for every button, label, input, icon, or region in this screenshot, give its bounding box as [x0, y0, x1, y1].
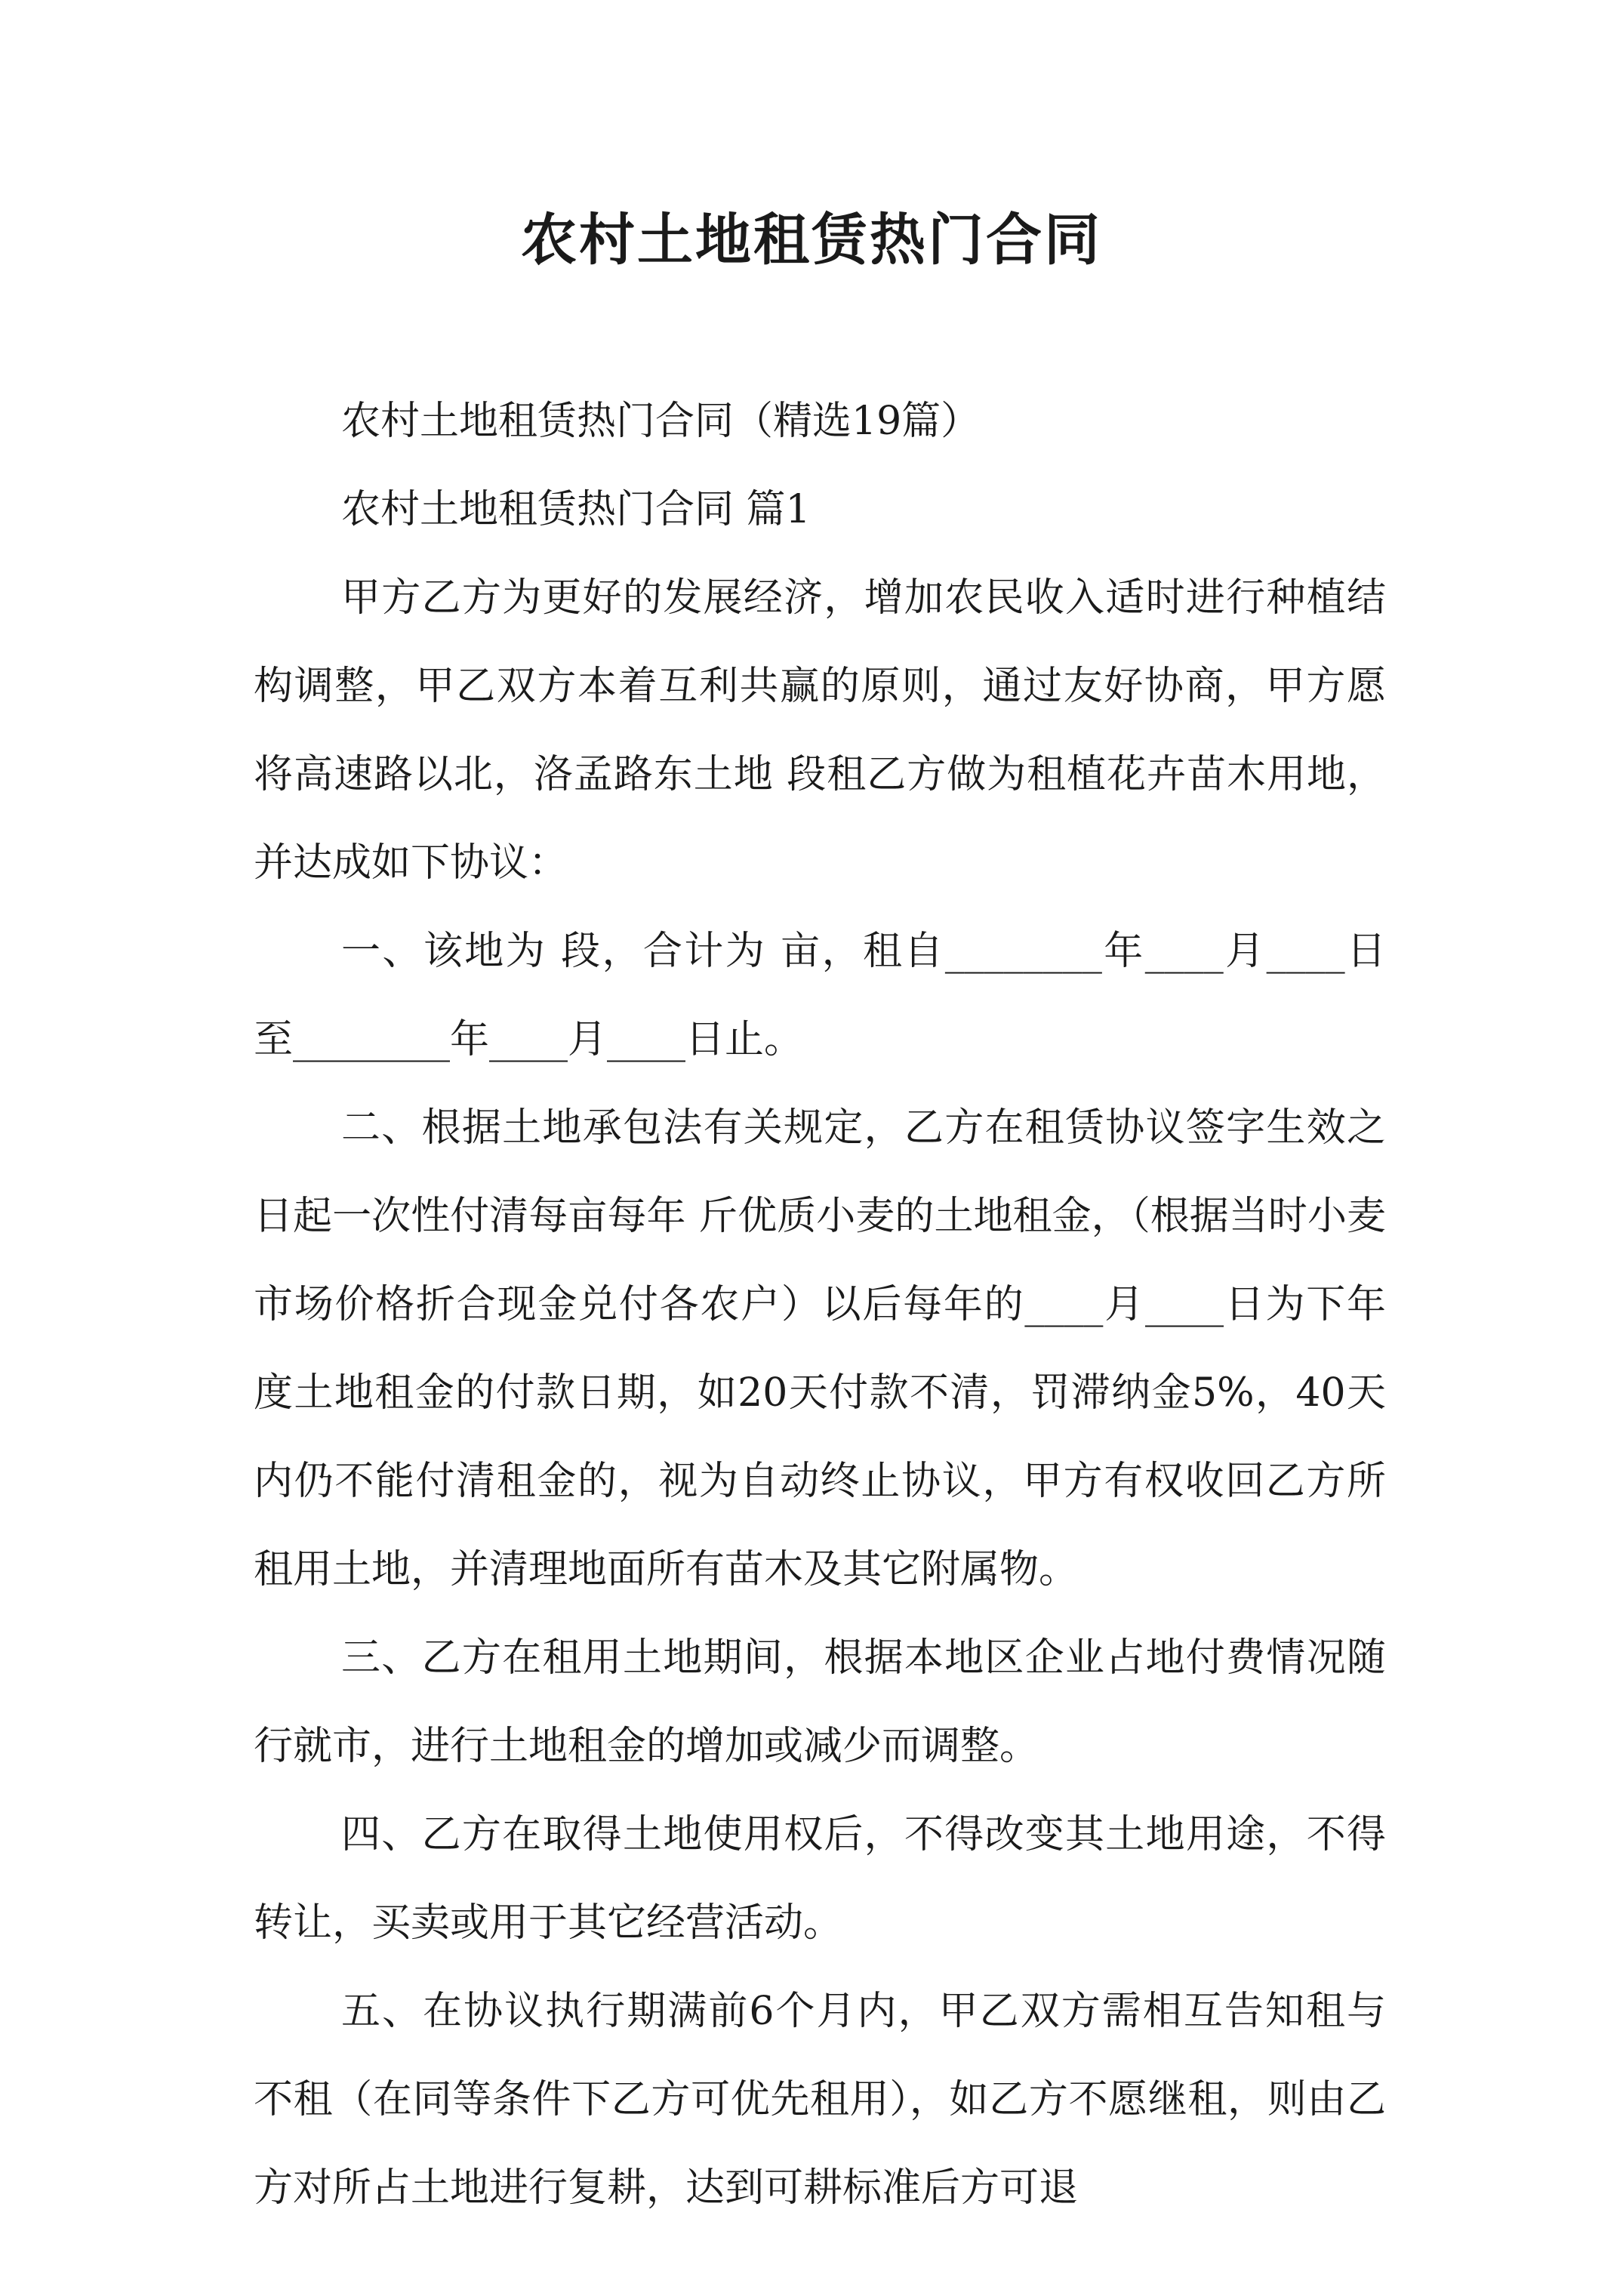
clause-5-paragraph: 五、在协议执行期满前6个月内，甲乙双方需相互告知租与不租（在同等条件下乙方可优先租用），如乙方不愿继租，则由乙方对所占土地进行复耕，达到可耕标准后方可退 [254, 1989, 1386, 2211]
subtitle-paragraph: 农村土地租赁热门合同（精选19篇） [341, 399, 981, 444]
clause-3-paragraph: 三、乙方在租用土地期间，根据本地区企业占地付费情况随行就市，进行土地租金的增加或减少而调整。 [254, 1635, 1386, 1769]
document-body [254, 378, 1386, 2233]
clause-4-paragraph: 四、乙方在取得土地使用权后，不得改变其土地用途，不得转让，买卖或用于其它经营活动。 [254, 1812, 1386, 1946]
clause-2-paragraph: 二、根据土地承包法有关规定，乙方在租赁协议签字生效之日起一次性付清每亩每年 斤优质小麦的土地租金，（根据当时小麦市场价格折合现金兑付各农户）以后每年的____月____日为下年度土地租金的付款日期，如20天付款不清，罚滞纳金5%，40天内仍不能付清租金的，视为自动终止协议，甲方有权收回乙方所租用土地，并清理地面所有苗木及其它附属物。 [254, 1105, 1386, 1592]
document-title: 农村土地租赁热门合同 [521, 208, 1102, 273]
intro-paragraph: 甲方乙方为更好的发展经济，增加农民收入适时进行种植结构调整，甲乙双方本着互利共赢的原则，通过友好协商，甲方愿将高速路以北，洛孟路东土地 段租乙方做为租植花卉苗木用地，并达成如下协议： [254, 575, 1386, 886]
section-heading: 农村土地租赁热门合同 篇1 [341, 487, 811, 532]
clause-1-paragraph: 一、该地为 段，合计为 亩，租自________年____月____日至________年____月____日止。 [254, 929, 1386, 1062]
